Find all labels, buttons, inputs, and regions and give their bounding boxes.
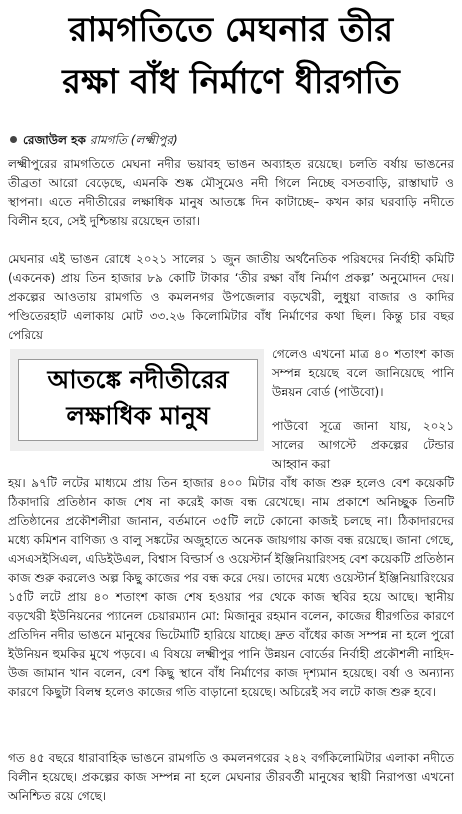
pull-quote-line-2: লক্ষাধিক মানুষ: [66, 401, 210, 430]
byline-location: রামগতি (লক্ষ্মীপুর): [89, 133, 178, 147]
pull-quote-line-1: আতঙ্কে নদীতীরের: [47, 365, 229, 394]
body-paragraph-4: গত ৪৫ বছরে ধারাবাহিক ভাঙনে রামগতি ও কমলনগরের ২৪২ বর্গকিলোমিটার এলাকা নদীতে বিলীন হয়েছে। প্রকল্পের কাজ সম্পন্ন না হলে মেঘনার তীরবর্তী মানুষের স্থায়ী নিরাপত্তা এখনো অনিশ্চিত রয়ে গেছে।: [8, 751, 454, 803]
pull-quote: [18, 362, 258, 434]
headline-line-1: রামগতিতে মেঘনার তীর: [68, 10, 394, 50]
body-paragraph-3: পাউবো সূত্রে জানা যায়, ২০২১ সালের আগস্টে প্রকল্পের টেন্ডার আহ্বান করা: [272, 419, 454, 471]
byline-reporter-name: রেজাউল হক: [23, 133, 86, 147]
body-paragraph-1: লক্ষ্মীপুরের রামগতিতে মেঘনা নদীর ভয়াবহ ভাঙন অব্যাহত রয়েছে। চলতি বর্ষায় ভাঙনের তীব্রতা আরো বেড়েছে, এমনকি শুষ্ক মৌসুমেও নদী গিলে নিচ্ছে বসতবাড়ি, রাস্তাঘাট ও স্থাপনা। এতে নদীতীরের লক্ষাধিক মানুষ আতঙ্কে দিন কাটাচ্ছে– কখন কার ঘরবাড়ি নদীতে বিলীন হবে, সেই দুশ্চিন্তায় রয়েছেন তারা।: [8, 157, 454, 228]
body-paragraph-2: মেঘনার এই ভাঙন রোধে ২০২১ সালের ১ জুন জাতীয় অর্থনৈতিক পরিষদের নির্বাহী কমিটি (একনেক) প্রায় তিন হাজার ৮৯ কোটি টাকার ‘তীর রক্ষা বাঁধ নির্মাণ প্রকল্প’ অনুমোদন দেয়। প্রকল্পের আওতায় রামগতি ও কমলনগর উপজেলার বড়খেরী, লুধুয়া বাজার ও কাদির পণ্ডিতেরহাট এলাকায় মোট ৩৩.২৬ কিলোমিটার বাঁধ নির্মাণের কথা ছিল। কিন্তু চার বছর পেরিয়ে: [8, 252, 454, 342]
body-paragraph-2-continued: গেলেও এখনো মাত্র ৪০ শতাংশ কাজ সম্পন্ন হয়েছে বলে জানিয়েছে পানি উন্নয়ন বোর্ড (পাউবো)।: [272, 347, 454, 399]
body-paragraph-3-continued: হয়। ৯৭টি লটের মাধ্যমে প্রায় তিন হাজার ৪০০ মিটার বাঁধ কাজ শুরু হলেও বেশ কয়েকটি ঠিকাদারি প্রতিষ্ঠান কাজ শেষ না করেই কাজ বন্ধ রেখেছে। নাম প্রকাশে অনিচ্ছুক তিনটি প্রতিষ্ঠানের প্রকৌশলীরা জানান, বর্তমানে ৩৫টি লটে কোনো কাজই চলছে না। ঠিকাদারদের মধ্যে কমিশন বাণিজ্য ও বালু সঙ্কটের অজুহাতে অনেক জায়গায় কাজ বন্ধ রয়েছে। জানা গেছে, এসএসইসিএল, এডিইউএল, বিশ্বাস বিল্ডার্স ও ওয়েস্টার্ন ইঞ্জিনিয়ারিংসহ বেশ কয়েকটি প্রতিষ্ঠান কাজ শুরু করলেও অল্প কিছু কাজের পর বন্ধ করে দেয়। তাদের মধ্যে ওয়েস্টার্ন ইঞ্জিনিয়ারিংয়ের ১৫টি লটে প্রায় ৪০ শতাংশ কাজ শেষ হওয়ার পর থেকে কাজ স্থবির হয়ে আছে। স্থানীয় বড়খেরী ইউনিয়নের প্যানেল চেয়ারম্যান মো: মিজানুর রহমান বলেন, কাজের ধীরগতির কারণে প্রতিদিন নদীর ভাঙনে মানুষের ভিটেমাটি হারিয়ে যাচ্ছে। দ্রুত বাঁধের কাজ সম্পন্ন না হলে পুরো ইউনিয়ন হুমকির মুখে পড়বে। এ বিষয়ে লক্ষ্মীপুর পানি উন্নয়ন বোর্ডের নির্বাহী প্রকৌশলী নাহিদ-উজ জামান খান বলেন, বেশ কিছু স্থানে বাঁধ নির্মাণের কাজ দৃশ্যমান হয়েছে। বর্ষা ও অন্যান্য কারণে কিছুটা বিলম্ব হলেও কাজের গতি বাড়ানো হয়েছে। অচিরেই সব লটে কাজ শুরু হবে।: [8, 476, 454, 699]
headline: [6, 4, 456, 108]
byline: [10, 130, 450, 150]
bullet-icon: [10, 136, 17, 143]
headline-line-2: রক্ষা বাঁধ নির্মাণে ধীরগতি: [62, 62, 400, 102]
